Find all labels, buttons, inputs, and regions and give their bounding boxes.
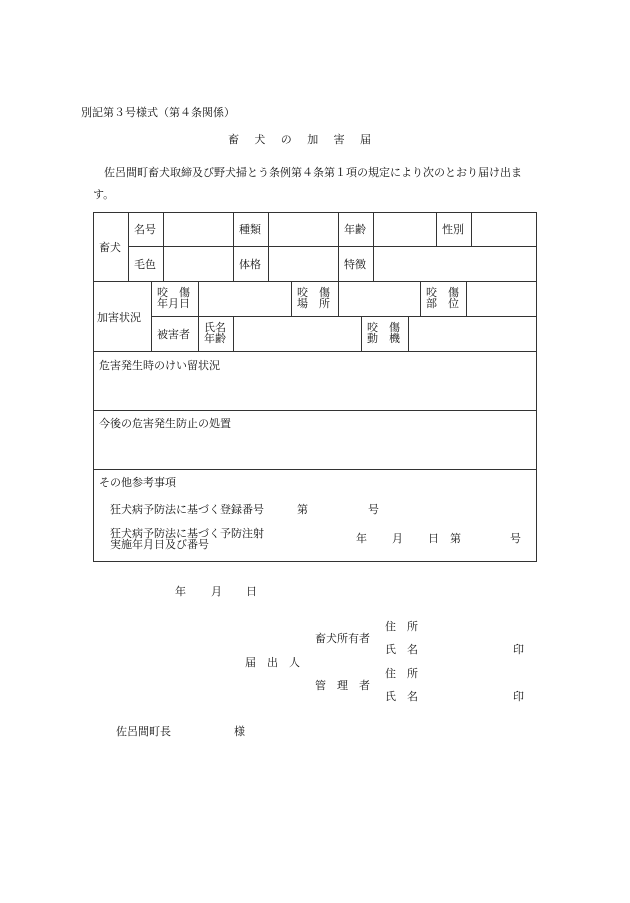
addressee-honorific: 様: [234, 725, 245, 738]
manager-label: 管 理 者: [315, 679, 370, 692]
col-rule: [291, 281, 292, 316]
row-rule: [151, 316, 536, 317]
vaccination-year: 年: [356, 532, 367, 545]
registration-gou: 号: [368, 503, 379, 516]
dog-name-label: 名号: [134, 223, 156, 236]
col-rule: [268, 212, 269, 282]
dog-label: 畜犬: [99, 241, 121, 254]
col-rule: [361, 316, 362, 351]
damage-status-label: 加害状況: [97, 311, 141, 324]
vaccination-dai: 第: [450, 532, 461, 545]
col-rule: [198, 316, 199, 351]
owner-label: 畜犬所有者: [315, 632, 370, 645]
col-rule: [338, 212, 339, 282]
age-label: 年齢: [344, 223, 366, 236]
owner-name-label: 氏 名: [385, 643, 418, 656]
manager-address-label: 住 所: [385, 667, 418, 680]
date-year: 年: [175, 585, 186, 598]
coat-color-label: 毛色: [134, 258, 156, 271]
col-rule: [163, 212, 164, 282]
registration-label: 狂犬病予防法に基づく登録番号: [110, 503, 264, 516]
date-month: 月: [211, 585, 222, 598]
row-rule: [93, 469, 537, 470]
intro-text-line2: す。: [93, 188, 115, 201]
vaccination-label: 狂犬病予防法に基づく予防注射 実施年月日及び番号: [110, 527, 264, 551]
physique-label: 体格: [239, 258, 261, 271]
col-rule: [198, 281, 199, 316]
manager-name-label: 氏 名: [385, 690, 418, 703]
vaccination-gou: 号: [510, 532, 521, 545]
document-title: 畜 犬 の 加 害 届: [228, 133, 374, 146]
row-rule: [93, 410, 537, 411]
sex-label: 性別: [442, 223, 464, 236]
row-rule: [93, 351, 537, 352]
other-notes-label: その他参考事項: [99, 476, 176, 489]
col-rule: [233, 212, 234, 282]
col-rule: [436, 212, 437, 247]
col-rule: [233, 316, 234, 351]
col-rule: [408, 316, 409, 351]
row-rule: [128, 246, 536, 247]
col-rule: [420, 281, 421, 316]
table-border-left: [93, 212, 94, 562]
victim-label: 被害者: [157, 328, 190, 341]
col-rule: [128, 212, 129, 282]
col-rule: [466, 281, 467, 316]
col-rule: [151, 281, 152, 351]
bite-place-label: 咬 傷 場 所: [297, 286, 330, 310]
mayor-addressee: 佐呂間町長: [116, 725, 171, 738]
vaccination-day: 日: [428, 532, 439, 545]
registration-dai: 第: [297, 503, 308, 516]
intro-text-line1: 佐呂間町畜犬取締及び野犬掃とう条例第４条第１項の規定により次のとおり届け出ま: [104, 166, 522, 179]
confinement-label: 危害発生時のけい留状況: [99, 359, 220, 372]
owner-address-label: 住 所: [385, 620, 418, 633]
features-label: 特徴: [344, 258, 366, 271]
bite-date-label: 咬 傷 年月日: [157, 286, 190, 310]
col-rule: [373, 212, 374, 282]
breed-label: 種類: [239, 223, 261, 236]
form-label: 別記第３号様式（第４条関係）: [81, 106, 235, 119]
col-rule: [471, 212, 472, 247]
manager-seal: 印: [513, 690, 524, 703]
row-rule: [93, 281, 537, 282]
table-border-bottom: [93, 561, 537, 562]
bite-part-label: 咬 傷 部 位: [426, 286, 459, 310]
table-border-right: [536, 212, 537, 562]
date-day: 日: [246, 585, 257, 598]
bite-motive-label: 咬 傷 動 機: [367, 321, 400, 345]
col-rule: [338, 281, 339, 316]
vaccination-month: 月: [392, 532, 403, 545]
owner-seal: 印: [513, 643, 524, 656]
victim-name-age-label: 氏名 年齢: [204, 321, 226, 345]
notifier-label: 届 出 人: [245, 656, 300, 669]
prevention-label: 今後の危害発生防止の処置: [99, 417, 231, 430]
